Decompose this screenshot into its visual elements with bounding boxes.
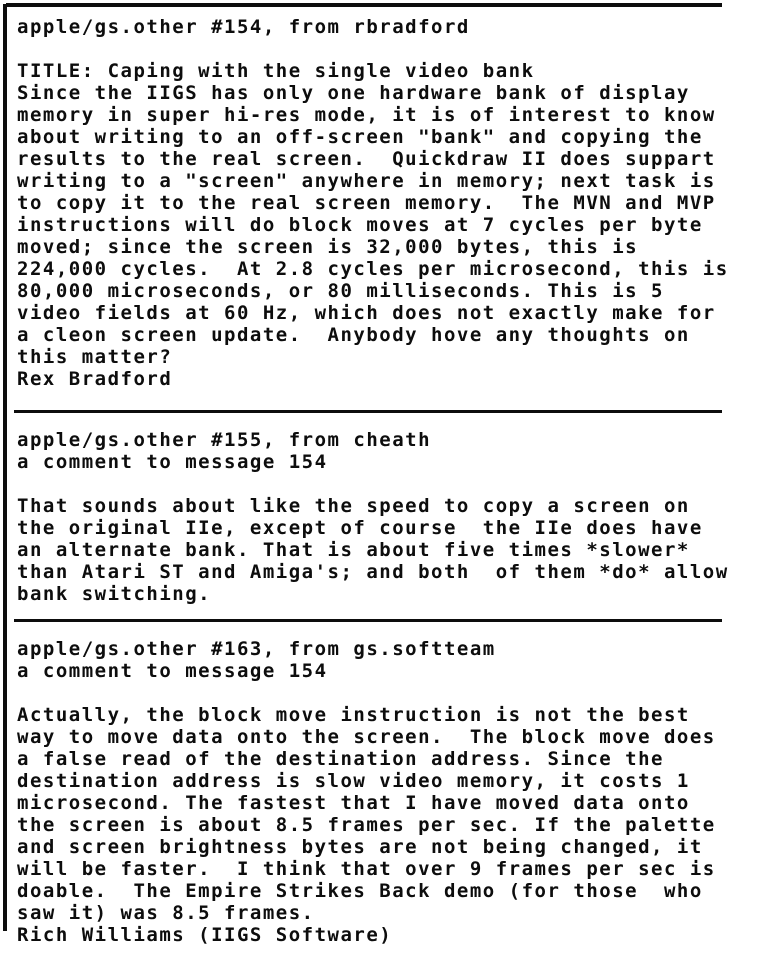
message-header: apple/gs.other #154, from rbradford (17, 16, 470, 38)
message-divider (14, 619, 722, 622)
message-line: will be faster. I think that over 9 frames per sec is (17, 858, 716, 880)
message-line: doable. The Empire Strikes Back demo (for those who (17, 880, 703, 902)
message-line: destination address is slow video memory, it costs 1 (17, 770, 690, 792)
message-line: Since the IIGS has only one hardware bank of display (17, 82, 690, 104)
message-line: That sounds about like the speed to copy a screen on (17, 495, 690, 517)
message-subheader: a comment to message 154 (17, 451, 328, 473)
message-line: bank switching. (17, 583, 212, 605)
message-155 (17, 429, 747, 605)
message-header: apple/gs.other #155, from cheath (17, 429, 432, 451)
message-line: the screen is about 8.5 frames per sec. If the palette (17, 814, 716, 836)
message-line: moved; since the screen is 32,000 bytes, this is (17, 236, 639, 258)
message-line (17, 38, 747, 60)
message-line: and screen brightness bytes are not being changed, it (17, 836, 703, 858)
message-line: microsecond. The fastest that I have moved data onto (17, 792, 690, 814)
message-line: this matter? (17, 346, 173, 368)
message-divider (14, 410, 722, 413)
message-line (17, 682, 747, 704)
message-line: instructions will do block moves at 7 cycles per byte (17, 214, 703, 236)
message-line: results to the real screen. Quickdraw II does suppart (17, 148, 716, 170)
message-line: writing to a "screen" anywhere in memory; next task is (17, 170, 716, 192)
message-line: about writing to an off-screen "bank" and copying the (17, 126, 703, 148)
message-line: memory in super hi-res mode, it is of interest to know (17, 104, 716, 126)
message-line (17, 473, 747, 495)
message-line: way to move data onto the screen. The block move does (17, 726, 716, 748)
message-line: an alternate bank. That is about five times *slower* (17, 539, 690, 561)
page-border-left (3, 4, 7, 931)
message-header: apple/gs.other #163, from gs.softteam (17, 638, 496, 660)
message-154 (17, 16, 747, 390)
message-line: 80,000 microseconds, or 80 milliseconds. This is 5 (17, 280, 664, 302)
page-border-top (6, 3, 722, 7)
message-subheader: a comment to message 154 (17, 660, 328, 682)
message-line: video fields at 60 Hz, which does not exactly make for (17, 302, 716, 324)
message-line: a cleon screen update. Anybody hove any thoughts on (17, 324, 690, 346)
message-line: a false read of the destination address. Since the (17, 748, 664, 770)
message-line: Actually, the block move instruction is not the best (17, 704, 690, 726)
message-line: saw it) was 8.5 frames. (17, 902, 315, 924)
message-line: to copy it to the real screen memory. The MVN and MVP (17, 192, 716, 214)
message-163 (17, 638, 747, 946)
message-line: the original IIe, except of course the IIe does have (17, 517, 703, 539)
message-line: TITLE: Caping with the single video bank (17, 60, 535, 82)
message-line: 224,000 cycles. At 2.8 cycles per microsecond, this is (17, 258, 729, 280)
message-line: than Atari ST and Amiga's; and both of them *do* allow (17, 561, 729, 583)
message-signature: Rex Bradford (17, 368, 173, 390)
message-list (17, 16, 747, 946)
message-signature: Rich Williams (IIGS Software) (17, 924, 393, 946)
